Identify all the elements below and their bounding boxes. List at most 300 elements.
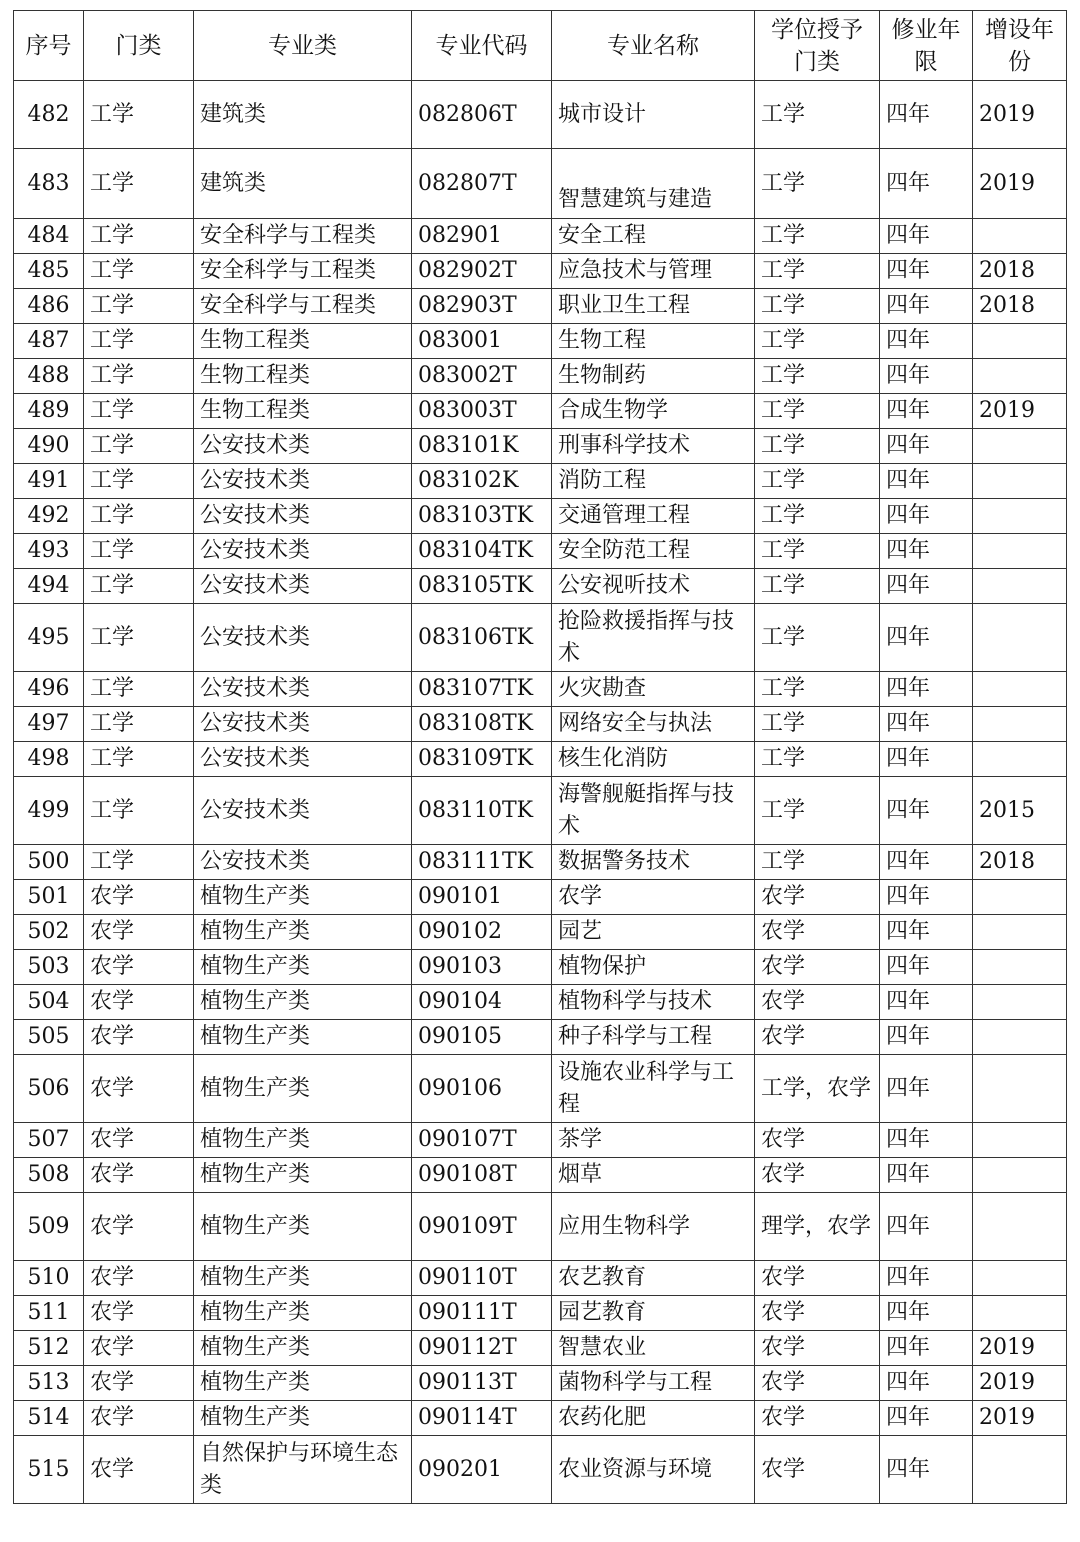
cell-major-class: 建筑类 — [194, 81, 412, 149]
cell-seq: 506 — [14, 1055, 84, 1123]
cell-major-code: 082901 — [412, 219, 552, 254]
cell-category: 工学 — [84, 81, 194, 149]
cell-seq: 502 — [14, 915, 84, 950]
cell-major-class: 公安技术类 — [194, 534, 412, 569]
cell-degree-category: 农学 — [755, 1123, 880, 1158]
cell-duration: 四年 — [880, 324, 973, 359]
table-row — [14, 1055, 1067, 1123]
cell-seq: 494 — [14, 569, 84, 604]
cell-duration: 四年 — [880, 1261, 973, 1296]
cell-major-class: 安全科学与工程类 — [194, 254, 412, 289]
table-row — [14, 915, 1067, 950]
cell-year-added: 2015 — [973, 777, 1067, 845]
cell-major-code: 083110TK — [412, 777, 552, 845]
cell-major-class: 公安技术类 — [194, 429, 412, 464]
cell-duration: 四年 — [880, 880, 973, 915]
cell-year-added — [973, 604, 1067, 672]
cell-degree-category: 工学 — [755, 569, 880, 604]
table-row — [14, 219, 1067, 254]
table-row — [14, 359, 1067, 394]
cell-category: 工学 — [84, 707, 194, 742]
cell-degree-category: 农学 — [755, 1366, 880, 1401]
cell-duration: 四年 — [880, 742, 973, 777]
cell-major-name: 植物科学与技术 — [552, 985, 755, 1020]
cell-seq: 509 — [14, 1193, 84, 1261]
cell-major-name: 公安视听技术 — [552, 569, 755, 604]
cell-year-added: 2018 — [973, 845, 1067, 880]
cell-degree-category: 农学 — [755, 915, 880, 950]
cell-duration: 四年 — [880, 394, 973, 429]
cell-degree-category: 农学 — [755, 1401, 880, 1436]
cell-major-code: 082902T — [412, 254, 552, 289]
cell-duration: 四年 — [880, 219, 973, 254]
cell-major-class: 公安技术类 — [194, 464, 412, 499]
header-major-code: 专业代码 — [412, 11, 552, 81]
cell-major-code: 090114T — [412, 1401, 552, 1436]
cell-duration: 四年 — [880, 429, 973, 464]
cell-seq: 497 — [14, 707, 84, 742]
cell-category: 工学 — [84, 359, 194, 394]
cell-major-name: 核生化消防 — [552, 742, 755, 777]
table-row — [14, 324, 1067, 359]
cell-duration: 四年 — [880, 359, 973, 394]
cell-major-class: 植物生产类 — [194, 1261, 412, 1296]
cell-category: 农学 — [84, 1366, 194, 1401]
cell-major-class: 生物工程类 — [194, 324, 412, 359]
cell-major-class: 植物生产类 — [194, 950, 412, 985]
cell-degree-category: 工学 — [755, 324, 880, 359]
cell-major-class: 植物生产类 — [194, 1020, 412, 1055]
table-row — [14, 672, 1067, 707]
cell-major-name: 应急技术与管理 — [552, 254, 755, 289]
cell-major-name: 安全防范工程 — [552, 534, 755, 569]
header-major-class: 专业类 — [194, 11, 412, 81]
cell-year-added — [973, 915, 1067, 950]
cell-category: 农学 — [84, 950, 194, 985]
cell-major-name: 城市设计 — [552, 81, 755, 149]
cell-major-class: 安全科学与工程类 — [194, 289, 412, 324]
cell-major-code: 082806T — [412, 81, 552, 149]
cell-degree-category: 工学 — [755, 672, 880, 707]
cell-degree-category: 农学 — [755, 950, 880, 985]
cell-major-name: 植物保护 — [552, 950, 755, 985]
cell-year-added — [973, 1020, 1067, 1055]
table-row — [14, 777, 1067, 845]
cell-year-added — [973, 880, 1067, 915]
cell-category: 农学 — [84, 1055, 194, 1123]
cell-category: 农学 — [84, 1020, 194, 1055]
cell-seq: 513 — [14, 1366, 84, 1401]
cell-degree-category: 工学 — [755, 499, 880, 534]
cell-year-added: 2019 — [973, 1331, 1067, 1366]
cell-major-name: 园艺 — [552, 915, 755, 950]
cell-major-name: 农艺教育 — [552, 1261, 755, 1296]
cell-category: 农学 — [84, 1331, 194, 1366]
cell-degree-category: 工学 — [755, 394, 880, 429]
cell-year-added — [973, 707, 1067, 742]
cell-major-class: 植物生产类 — [194, 1296, 412, 1331]
cell-major-class: 生物工程类 — [194, 359, 412, 394]
cell-category: 工学 — [84, 254, 194, 289]
header-duration: 修业年限 — [880, 11, 973, 81]
cell-major-code: 083111TK — [412, 845, 552, 880]
cell-category: 工学 — [84, 777, 194, 845]
cell-major-code: 083102K — [412, 464, 552, 499]
cell-duration: 四年 — [880, 499, 973, 534]
cell-major-name: 生物工程 — [552, 324, 755, 359]
cell-major-name: 智慧农业 — [552, 1331, 755, 1366]
cell-degree-category: 农学 — [755, 985, 880, 1020]
cell-major-name: 抢险救援指挥与技术 — [552, 604, 755, 672]
cell-major-name: 应用生物科学 — [552, 1193, 755, 1261]
cell-year-added — [973, 1436, 1067, 1504]
cell-major-code: 083001 — [412, 324, 552, 359]
cell-duration: 四年 — [880, 289, 973, 324]
cell-duration: 四年 — [880, 985, 973, 1020]
cell-category: 农学 — [84, 915, 194, 950]
table-row — [14, 254, 1067, 289]
table-row — [14, 1020, 1067, 1055]
cell-year-added — [973, 950, 1067, 985]
cell-major-code: 083002T — [412, 359, 552, 394]
cell-degree-category: 工学，农学 — [755, 1055, 880, 1123]
cell-degree-category: 农学 — [755, 1020, 880, 1055]
cell-category: 农学 — [84, 880, 194, 915]
cell-major-class: 植物生产类 — [194, 1123, 412, 1158]
cell-degree-category: 工学 — [755, 359, 880, 394]
cell-major-name: 烟草 — [552, 1158, 755, 1193]
cell-duration: 四年 — [880, 1296, 973, 1331]
cell-category: 农学 — [84, 985, 194, 1020]
cell-major-code: 090105 — [412, 1020, 552, 1055]
table-row — [14, 1123, 1067, 1158]
majors-table — [13, 10, 1067, 1504]
cell-year-added — [973, 742, 1067, 777]
table-row — [14, 569, 1067, 604]
cell-degree-category: 工学 — [755, 464, 880, 499]
cell-duration: 四年 — [880, 1366, 973, 1401]
cell-seq: 484 — [14, 219, 84, 254]
cell-major-code: 090110T — [412, 1261, 552, 1296]
cell-major-code: 090103 — [412, 950, 552, 985]
cell-degree-category: 农学 — [755, 1436, 880, 1504]
cell-seq: 487 — [14, 324, 84, 359]
cell-duration: 四年 — [880, 604, 973, 672]
cell-year-added: 2019 — [973, 394, 1067, 429]
cell-major-code: 090111T — [412, 1296, 552, 1331]
cell-major-class: 安全科学与工程类 — [194, 219, 412, 254]
cell-duration: 四年 — [880, 672, 973, 707]
header-year-added: 增设年份 — [973, 11, 1067, 81]
cell-duration: 四年 — [880, 534, 973, 569]
cell-major-code: 090104 — [412, 985, 552, 1020]
cell-major-name: 种子科学与工程 — [552, 1020, 755, 1055]
table-row — [14, 1436, 1067, 1504]
table-row — [14, 81, 1067, 149]
cell-major-code: 090101 — [412, 880, 552, 915]
cell-year-added: 2019 — [973, 149, 1067, 219]
cell-major-class: 公安技术类 — [194, 777, 412, 845]
cell-duration: 四年 — [880, 569, 973, 604]
cell-major-code: 090113T — [412, 1366, 552, 1401]
cell-major-code: 090201 — [412, 1436, 552, 1504]
cell-major-name: 智慧建筑与建造 — [552, 149, 755, 219]
cell-year-added — [973, 429, 1067, 464]
cell-year-added — [973, 569, 1067, 604]
cell-seq: 490 — [14, 429, 84, 464]
cell-seq: 495 — [14, 604, 84, 672]
cell-seq: 482 — [14, 81, 84, 149]
cell-year-added: 2018 — [973, 254, 1067, 289]
cell-major-name: 园艺教育 — [552, 1296, 755, 1331]
cell-year-added — [973, 324, 1067, 359]
cell-major-class: 公安技术类 — [194, 707, 412, 742]
cell-year-added: 2019 — [973, 1401, 1067, 1436]
cell-major-name: 网络安全与执法 — [552, 707, 755, 742]
table-row — [14, 1366, 1067, 1401]
cell-seq: 504 — [14, 985, 84, 1020]
cell-major-name: 农业资源与环境 — [552, 1436, 755, 1504]
cell-seq: 485 — [14, 254, 84, 289]
cell-year-added — [973, 359, 1067, 394]
cell-year-added — [973, 1158, 1067, 1193]
table-row — [14, 149, 1067, 219]
cell-category: 工学 — [84, 672, 194, 707]
cell-degree-category: 工学 — [755, 534, 880, 569]
cell-seq: 486 — [14, 289, 84, 324]
cell-category: 工学 — [84, 569, 194, 604]
cell-major-code: 090112T — [412, 1331, 552, 1366]
table-row — [14, 604, 1067, 672]
cell-degree-category: 工学 — [755, 289, 880, 324]
cell-degree-category: 理学，农学 — [755, 1193, 880, 1261]
cell-major-name: 海警舰艇指挥与技术 — [552, 777, 755, 845]
cell-category: 农学 — [84, 1123, 194, 1158]
cell-major-code: 090109T — [412, 1193, 552, 1261]
table-row — [14, 985, 1067, 1020]
cell-seq: 507 — [14, 1123, 84, 1158]
cell-major-class: 公安技术类 — [194, 499, 412, 534]
table-row — [14, 845, 1067, 880]
cell-major-name: 职业卫生工程 — [552, 289, 755, 324]
cell-category: 工学 — [84, 324, 194, 359]
table-row — [14, 1401, 1067, 1436]
cell-major-code: 083103TK — [412, 499, 552, 534]
cell-category: 工学 — [84, 534, 194, 569]
table-row — [14, 1158, 1067, 1193]
cell-category: 工学 — [84, 429, 194, 464]
cell-major-name: 交通管理工程 — [552, 499, 755, 534]
cell-major-name: 设施农业科学与工程 — [552, 1055, 755, 1123]
cell-year-added — [973, 1123, 1067, 1158]
cell-major-class: 植物生产类 — [194, 1158, 412, 1193]
header-major-name: 专业名称 — [552, 11, 755, 81]
cell-major-code: 082807T — [412, 149, 552, 219]
cell-year-added — [973, 672, 1067, 707]
cell-seq: 489 — [14, 394, 84, 429]
cell-major-code: 090102 — [412, 915, 552, 950]
cell-major-class: 植物生产类 — [194, 915, 412, 950]
cell-category: 工学 — [84, 499, 194, 534]
cell-degree-category: 工学 — [755, 429, 880, 464]
cell-seq: 500 — [14, 845, 84, 880]
header-row — [14, 11, 1067, 81]
table-body — [14, 81, 1067, 1504]
cell-major-name: 消防工程 — [552, 464, 755, 499]
table-row — [14, 394, 1067, 429]
cell-degree-category: 工学 — [755, 149, 880, 219]
cell-duration: 四年 — [880, 845, 973, 880]
cell-duration: 四年 — [880, 1436, 973, 1504]
cell-year-added — [973, 219, 1067, 254]
table-row — [14, 880, 1067, 915]
cell-year-added — [973, 1261, 1067, 1296]
table-row — [14, 707, 1067, 742]
cell-major-class: 公安技术类 — [194, 742, 412, 777]
table-row — [14, 534, 1067, 569]
cell-seq: 499 — [14, 777, 84, 845]
cell-year-added — [973, 534, 1067, 569]
cell-category: 农学 — [84, 1193, 194, 1261]
cell-category: 农学 — [84, 1261, 194, 1296]
cell-category: 工学 — [84, 464, 194, 499]
cell-major-name: 合成生物学 — [552, 394, 755, 429]
table-row — [14, 1261, 1067, 1296]
cell-year-added: 2018 — [973, 289, 1067, 324]
cell-major-code: 083105TK — [412, 569, 552, 604]
cell-major-code: 083107TK — [412, 672, 552, 707]
table-row — [14, 1331, 1067, 1366]
cell-year-added — [973, 985, 1067, 1020]
cell-seq: 511 — [14, 1296, 84, 1331]
cell-duration: 四年 — [880, 1158, 973, 1193]
cell-seq: 483 — [14, 149, 84, 219]
cell-major-class: 自然保护与环境生态类 — [194, 1436, 412, 1504]
cell-seq: 488 — [14, 359, 84, 394]
cell-degree-category: 工学 — [755, 845, 880, 880]
cell-category: 农学 — [84, 1401, 194, 1436]
cell-major-code: 090107T — [412, 1123, 552, 1158]
cell-major-name: 农药化肥 — [552, 1401, 755, 1436]
cell-category: 工学 — [84, 604, 194, 672]
cell-duration: 四年 — [880, 915, 973, 950]
cell-year-added — [973, 464, 1067, 499]
cell-major-name: 安全工程 — [552, 219, 755, 254]
cell-major-code: 082903T — [412, 289, 552, 324]
cell-degree-category: 工学 — [755, 254, 880, 289]
cell-major-class: 公安技术类 — [194, 569, 412, 604]
cell-duration: 四年 — [880, 1020, 973, 1055]
cell-major-name: 生物制药 — [552, 359, 755, 394]
cell-major-name: 数据警务技术 — [552, 845, 755, 880]
cell-seq: 510 — [14, 1261, 84, 1296]
cell-degree-category: 工学 — [755, 777, 880, 845]
cell-category: 工学 — [84, 742, 194, 777]
cell-major-class: 公安技术类 — [194, 604, 412, 672]
table-row — [14, 1296, 1067, 1331]
cell-duration: 四年 — [880, 777, 973, 845]
header-seq: 序号 — [14, 11, 84, 81]
cell-seq: 508 — [14, 1158, 84, 1193]
cell-major-code: 083108TK — [412, 707, 552, 742]
cell-duration: 四年 — [880, 81, 973, 149]
cell-degree-category: 农学 — [755, 1296, 880, 1331]
cell-major-code: 083109TK — [412, 742, 552, 777]
cell-major-name: 菌物科学与工程 — [552, 1366, 755, 1401]
cell-degree-category: 农学 — [755, 1158, 880, 1193]
cell-duration: 四年 — [880, 1193, 973, 1261]
cell-year-added: 2019 — [973, 1366, 1067, 1401]
cell-seq: 505 — [14, 1020, 84, 1055]
cell-category: 农学 — [84, 1158, 194, 1193]
cell-duration: 四年 — [880, 464, 973, 499]
cell-major-name: 农学 — [552, 880, 755, 915]
header-category: 门类 — [84, 11, 194, 81]
cell-major-name: 茶学 — [552, 1123, 755, 1158]
cell-major-class: 生物工程类 — [194, 394, 412, 429]
cell-seq: 503 — [14, 950, 84, 985]
cell-seq: 514 — [14, 1401, 84, 1436]
cell-year-added — [973, 1193, 1067, 1261]
table-row — [14, 742, 1067, 777]
cell-major-name: 火灾勘查 — [552, 672, 755, 707]
cell-category: 工学 — [84, 219, 194, 254]
cell-major-code: 083003T — [412, 394, 552, 429]
cell-category: 工学 — [84, 394, 194, 429]
cell-seq: 501 — [14, 880, 84, 915]
header-degree-category: 学位授予门类 — [755, 11, 880, 81]
cell-major-code: 090106 — [412, 1055, 552, 1123]
table-row — [14, 1193, 1067, 1261]
cell-major-code: 083104TK — [412, 534, 552, 569]
cell-degree-category: 农学 — [755, 880, 880, 915]
table-row — [14, 499, 1067, 534]
cell-category: 农学 — [84, 1436, 194, 1504]
cell-seq: 492 — [14, 499, 84, 534]
cell-duration: 四年 — [880, 1123, 973, 1158]
cell-duration: 四年 — [880, 254, 973, 289]
cell-major-code: 083106TK — [412, 604, 552, 672]
cell-year-added — [973, 499, 1067, 534]
cell-category: 农学 — [84, 1296, 194, 1331]
cell-major-class: 植物生产类 — [194, 880, 412, 915]
cell-degree-category: 工学 — [755, 707, 880, 742]
cell-degree-category: 工学 — [755, 604, 880, 672]
cell-degree-category: 工学 — [755, 81, 880, 149]
cell-major-class: 植物生产类 — [194, 1401, 412, 1436]
table-row — [14, 950, 1067, 985]
cell-major-class: 公安技术类 — [194, 845, 412, 880]
cell-major-class: 植物生产类 — [194, 1366, 412, 1401]
cell-seq: 496 — [14, 672, 84, 707]
cell-major-class: 建筑类 — [194, 149, 412, 219]
cell-major-code: 083101K — [412, 429, 552, 464]
cell-major-class: 公安技术类 — [194, 672, 412, 707]
cell-year-added — [973, 1055, 1067, 1123]
cell-major-name: 刑事科学技术 — [552, 429, 755, 464]
cell-degree-category: 农学 — [755, 1261, 880, 1296]
cell-major-code: 090108T — [412, 1158, 552, 1193]
cell-year-added — [973, 1296, 1067, 1331]
cell-major-class: 植物生产类 — [194, 1055, 412, 1123]
cell-major-class: 植物生产类 — [194, 985, 412, 1020]
cell-category: 工学 — [84, 845, 194, 880]
cell-major-class: 植物生产类 — [194, 1331, 412, 1366]
cell-duration: 四年 — [880, 1055, 973, 1123]
cell-major-class: 植物生产类 — [194, 1193, 412, 1261]
cell-seq: 512 — [14, 1331, 84, 1366]
cell-degree-category: 工学 — [755, 742, 880, 777]
